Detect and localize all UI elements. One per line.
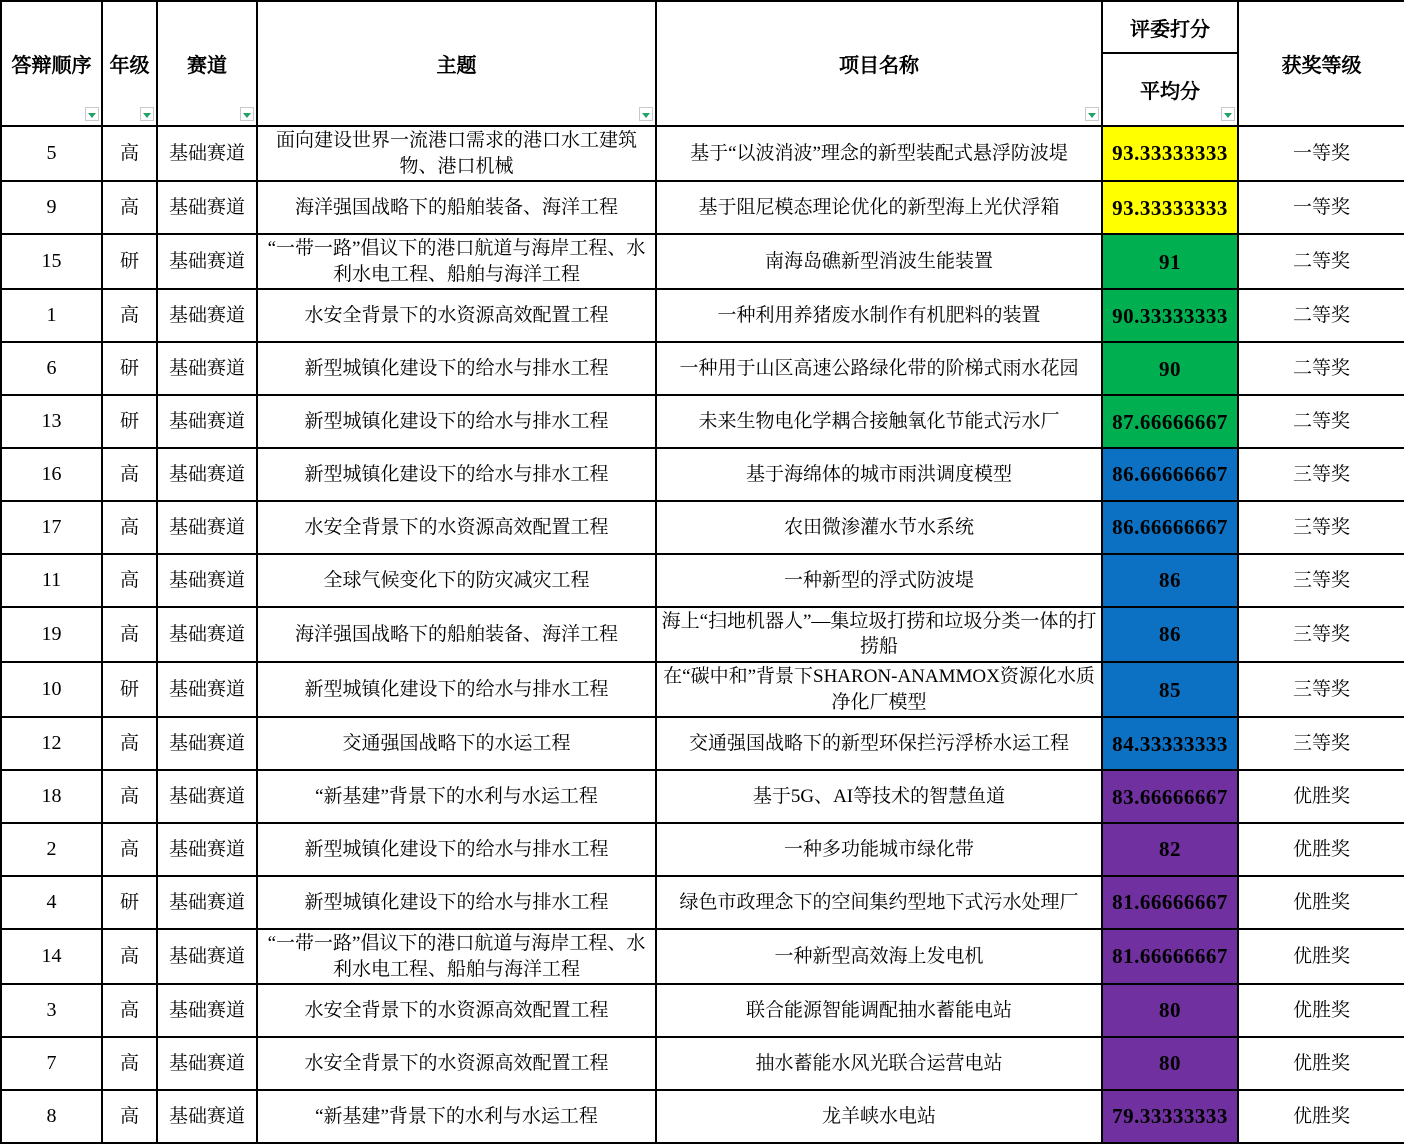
table-row (1, 448, 1404, 501)
cell-defense-order[interactable]: 15 (1, 234, 102, 289)
cell-theme[interactable]: 新型城镇化建设下的给水与排水工程 (257, 448, 656, 501)
cell-defense-order[interactable]: 14 (1, 929, 102, 984)
col-header-award-label: 获奖等级 (1281, 55, 1362, 77)
cell-project-name[interactable]: 基于“以波消波”理念的新型装配式悬浮防波堤 (656, 126, 1102, 181)
table-row (1, 234, 1404, 289)
cell-theme[interactable]: 水安全背景下的水资源高效配置工程 (257, 501, 656, 554)
table-row (1, 342, 1404, 395)
cell-track[interactable]: 基础赛道 (157, 770, 257, 823)
cell-track[interactable]: 基础赛道 (157, 234, 257, 289)
cell-grade[interactable]: 高 (102, 126, 157, 181)
cell-grade[interactable]: 高 (102, 289, 157, 342)
table-row (1, 876, 1404, 929)
cell-grade[interactable]: 研 (102, 342, 157, 395)
table-row (1, 770, 1404, 823)
cell-award-level[interactable]: 一等奖 (1238, 181, 1404, 234)
table-header (1, 1, 1404, 126)
filter-dropdown-track[interactable] (240, 107, 254, 121)
cell-project-name[interactable]: 龙羊峡水电站 (656, 1090, 1102, 1143)
cell-grade[interactable]: 高 (102, 929, 157, 984)
cell-average-score[interactable]: 81.66666667 (1102, 876, 1238, 929)
cell-average-score[interactable]: 91 (1102, 234, 1238, 289)
cell-average-score[interactable]: 86 (1102, 554, 1238, 607)
cell-award-level[interactable]: 三等奖 (1238, 607, 1404, 662)
cell-award-level[interactable]: 优胜奖 (1238, 770, 1404, 823)
cell-track[interactable]: 基础赛道 (157, 289, 257, 342)
cell-grade[interactable]: 研 (102, 234, 157, 289)
cell-defense-order[interactable]: 19 (1, 607, 102, 662)
col-header-grade[interactable] (102, 1, 157, 126)
cell-track[interactable]: 基础赛道 (157, 1090, 257, 1143)
cell-award-level[interactable]: 二等奖 (1238, 234, 1404, 289)
cell-theme[interactable]: 水安全背景下的水资源高效配置工程 (257, 1037, 656, 1090)
cell-average-score[interactable]: 85 (1102, 662, 1238, 717)
col-header-order[interactable] (1, 1, 102, 126)
cell-track[interactable]: 基础赛道 (157, 501, 257, 554)
cell-award-level[interactable]: 三等奖 (1238, 554, 1404, 607)
cell-track[interactable]: 基础赛道 (157, 984, 257, 1037)
cell-grade[interactable]: 高 (102, 823, 157, 876)
cell-award-level[interactable]: 优胜奖 (1238, 1090, 1404, 1143)
cell-defense-order[interactable]: 9 (1, 181, 102, 234)
cell-project-name[interactable]: 交通强国战略下的新型环保拦污浮桥水运工程 (656, 717, 1102, 770)
cell-grade[interactable]: 高 (102, 1037, 157, 1090)
col-header-track-label: 赛道 (187, 55, 227, 77)
cell-award-level[interactable]: 二等奖 (1238, 289, 1404, 342)
cell-project-name[interactable]: 绿色市政理念下的空间集约型地下式污水处理厂 (656, 876, 1102, 929)
cell-grade[interactable]: 高 (102, 1090, 157, 1143)
cell-project-name[interactable]: 未来生物电化学耦合接触氧化节能式污水厂 (656, 395, 1102, 448)
cell-theme[interactable]: “新基建”背景下的水利与水运工程 (257, 770, 656, 823)
cell-track[interactable]: 基础赛道 (157, 823, 257, 876)
col-header-theme[interactable] (257, 1, 656, 126)
cell-average-score[interactable]: 79.33333333 (1102, 1090, 1238, 1143)
cell-theme[interactable]: 水安全背景下的水资源高效配置工程 (257, 984, 656, 1037)
table-row (1, 662, 1404, 717)
cell-award-level[interactable]: 三等奖 (1238, 501, 1404, 554)
cell-grade[interactable]: 高 (102, 448, 157, 501)
cell-project-name[interactable]: 在“碳中和”背景下SHARON-ANAMMOX资源化水质净化厂模型 (656, 662, 1102, 717)
cell-project-name[interactable]: 抽水蓄能水风光联合运营电站 (656, 1037, 1102, 1090)
filter-dropdown-grade[interactable] (140, 107, 154, 121)
cell-defense-order[interactable]: 8 (1, 1090, 102, 1143)
cell-defense-order[interactable]: 7 (1, 1037, 102, 1090)
cell-grade[interactable]: 高 (102, 984, 157, 1037)
table-row (1, 717, 1404, 770)
cell-project-name[interactable]: 一种用于山区高速公路绿化带的阶梯式雨水花园 (656, 342, 1102, 395)
cell-award-level[interactable]: 三等奖 (1238, 662, 1404, 717)
cell-grade[interactable]: 高 (102, 501, 157, 554)
cell-track[interactable]: 基础赛道 (157, 554, 257, 607)
cell-average-score[interactable]: 90.33333333 (1102, 289, 1238, 342)
cell-grade[interactable]: 高 (102, 607, 157, 662)
cell-grade[interactable]: 高 (102, 717, 157, 770)
cell-average-score[interactable]: 86.66666667 (1102, 448, 1238, 501)
cell-defense-order[interactable]: 10 (1, 662, 102, 717)
cell-defense-order[interactable]: 1 (1, 289, 102, 342)
cell-project-name[interactable]: 一种新型高效海上发电机 (656, 929, 1102, 984)
cell-theme[interactable]: “一带一路”倡议下的港口航道与海岸工程、水利水电工程、船舶与海洋工程 (257, 234, 656, 289)
cell-project-name[interactable]: 基于海绵体的城市雨洪调度模型 (656, 448, 1102, 501)
cell-track[interactable]: 基础赛道 (157, 448, 257, 501)
cell-defense-order[interactable]: 2 (1, 823, 102, 876)
cell-defense-order[interactable]: 6 (1, 342, 102, 395)
cell-award-level[interactable]: 二等奖 (1238, 395, 1404, 448)
cell-project-name[interactable]: 一种新型的浮式防波堤 (656, 554, 1102, 607)
cell-average-score[interactable]: 84.33333333 (1102, 717, 1238, 770)
cell-average-score[interactable]: 80 (1102, 1037, 1238, 1090)
cell-track[interactable]: 基础赛道 (157, 126, 257, 181)
cell-average-score[interactable]: 93.33333333 (1102, 181, 1238, 234)
col-header-order-label: 答辩顺序 (11, 55, 92, 77)
table-row (1, 395, 1404, 448)
cell-track[interactable]: 基础赛道 (157, 342, 257, 395)
cell-average-score[interactable]: 93.33333333 (1102, 126, 1238, 181)
table-row (1, 929, 1404, 984)
filter-dropdown-theme[interactable] (639, 107, 653, 121)
cell-track[interactable]: 基础赛道 (157, 395, 257, 448)
cell-theme[interactable]: 全球气候变化下的防灾减灾工程 (257, 554, 656, 607)
cell-theme[interactable]: 新型城镇化建设下的给水与排水工程 (257, 662, 656, 717)
cell-award-level[interactable]: 优胜奖 (1238, 984, 1404, 1037)
col-header-score-avg[interactable] (1102, 53, 1238, 126)
table-body (1, 126, 1404, 1143)
cell-award-level[interactable]: 优胜奖 (1238, 876, 1404, 929)
col-header-track[interactable] (157, 1, 257, 126)
cell-defense-order[interactable]: 11 (1, 554, 102, 607)
filter-dropdown-score[interactable] (1221, 107, 1235, 121)
col-header-project[interactable] (656, 1, 1102, 126)
cell-average-score[interactable]: 82 (1102, 823, 1238, 876)
cell-track[interactable]: 基础赛道 (157, 1037, 257, 1090)
cell-average-score[interactable]: 90 (1102, 342, 1238, 395)
cell-average-score[interactable]: 83.66666667 (1102, 770, 1238, 823)
cell-grade[interactable]: 高 (102, 554, 157, 607)
cell-defense-order[interactable]: 12 (1, 717, 102, 770)
cell-defense-order[interactable]: 4 (1, 876, 102, 929)
cell-defense-order[interactable]: 5 (1, 126, 102, 181)
cell-track[interactable]: 基础赛道 (157, 929, 257, 984)
cell-project-name[interactable]: 农田微渗灌水节水系统 (656, 501, 1102, 554)
cell-grade[interactable]: 研 (102, 395, 157, 448)
cell-theme[interactable]: 新型城镇化建设下的给水与排水工程 (257, 823, 656, 876)
col-header-grade-label: 年级 (109, 55, 150, 77)
cell-project-name[interactable]: 基于阻尼模态理论优化的新型海上光伏浮箱 (656, 181, 1102, 234)
cell-track[interactable]: 基础赛道 (157, 662, 257, 717)
cell-project-name[interactable]: 基于5G、AI等技术的智慧鱼道 (656, 770, 1102, 823)
table-row (1, 126, 1404, 181)
table-row (1, 607, 1404, 662)
table-row (1, 823, 1404, 876)
col-header-score-avg-label: 平均分 (1140, 81, 1200, 103)
cell-theme[interactable]: 交通强国战略下的水运工程 (257, 717, 656, 770)
cell-theme[interactable]: “新基建”背景下的水利与水运工程 (257, 1090, 656, 1143)
filter-dropdown-project[interactable] (1085, 107, 1099, 121)
cell-theme[interactable]: 面向建设世界一流港口需求的港口水工建筑物、港口机械 (257, 126, 656, 181)
cell-theme[interactable]: “一带一路”倡议下的港口航道与海岸工程、水利水电工程、船舶与海洋工程 (257, 929, 656, 984)
cell-project-name[interactable]: 一种利用养猪废水制作有机肥料的装置 (656, 289, 1102, 342)
cell-defense-order[interactable]: 3 (1, 984, 102, 1037)
table-row (1, 289, 1404, 342)
col-header-score-group[interactable] (1102, 1, 1238, 53)
col-header-score-group-label: 评委打分 (1130, 18, 1210, 41)
cell-defense-order[interactable]: 17 (1, 501, 102, 554)
cell-grade[interactable]: 高 (102, 770, 157, 823)
cell-project-name[interactable]: 南海岛礁新型消波生能装置 (656, 234, 1102, 289)
cell-average-score[interactable]: 80 (1102, 984, 1238, 1037)
cell-average-score[interactable]: 87.66666667 (1102, 395, 1238, 448)
cell-grade[interactable]: 研 (102, 876, 157, 929)
cell-award-level[interactable]: 二等奖 (1238, 342, 1404, 395)
cell-grade[interactable]: 高 (102, 181, 157, 234)
cell-theme[interactable]: 新型城镇化建设下的给水与排水工程 (257, 342, 656, 395)
cell-theme[interactable]: 水安全背景下的水资源高效配置工程 (257, 289, 656, 342)
cell-award-level[interactable]: 三等奖 (1238, 448, 1404, 501)
cell-project-name[interactable]: 海上“扫地机器人”—集垃圾打捞和垃圾分类一体的打捞船 (656, 607, 1102, 662)
cell-theme[interactable]: 海洋强国战略下的船舶装备、海洋工程 (257, 181, 656, 234)
cell-average-score[interactable]: 81.66666667 (1102, 929, 1238, 984)
cell-award-level[interactable]: 优胜奖 (1238, 929, 1404, 984)
cell-project-name[interactable]: 联合能源智能调配抽水蓄能电站 (656, 984, 1102, 1037)
table-row (1, 181, 1404, 234)
cell-grade[interactable]: 研 (102, 662, 157, 717)
col-header-award[interactable] (1238, 1, 1404, 126)
cell-average-score[interactable]: 86.66666667 (1102, 501, 1238, 554)
cell-award-level[interactable]: 一等奖 (1238, 126, 1404, 181)
col-header-project-label: 项目名称 (839, 55, 919, 77)
table-row (1, 554, 1404, 607)
filter-dropdown-order[interactable] (85, 107, 99, 121)
cell-defense-order[interactable]: 13 (1, 395, 102, 448)
cell-award-level[interactable]: 优胜奖 (1238, 823, 1404, 876)
cell-track[interactable]: 基础赛道 (157, 717, 257, 770)
table-row (1, 984, 1404, 1037)
cell-award-level[interactable]: 优胜奖 (1238, 1037, 1404, 1090)
table-row (1, 501, 1404, 554)
cell-track[interactable]: 基础赛道 (157, 607, 257, 662)
cell-track[interactable]: 基础赛道 (157, 876, 257, 929)
table-row (1, 1090, 1404, 1143)
table-row (1, 1037, 1404, 1090)
cell-award-level[interactable]: 三等奖 (1238, 717, 1404, 770)
col-header-theme-label: 主题 (436, 55, 477, 77)
cell-theme[interactable]: 新型城镇化建设下的给水与排水工程 (257, 876, 656, 929)
cell-theme[interactable]: 海洋强国战略下的船舶装备、海洋工程 (257, 607, 656, 662)
cell-project-name[interactable]: 一种多功能城市绿化带 (656, 823, 1102, 876)
cell-theme[interactable]: 新型城镇化建设下的给水与排水工程 (257, 395, 656, 448)
cell-track[interactable]: 基础赛道 (157, 181, 257, 234)
cell-defense-order[interactable]: 18 (1, 770, 102, 823)
cell-average-score[interactable]: 86 (1102, 607, 1238, 662)
cell-defense-order[interactable]: 16 (1, 448, 102, 501)
